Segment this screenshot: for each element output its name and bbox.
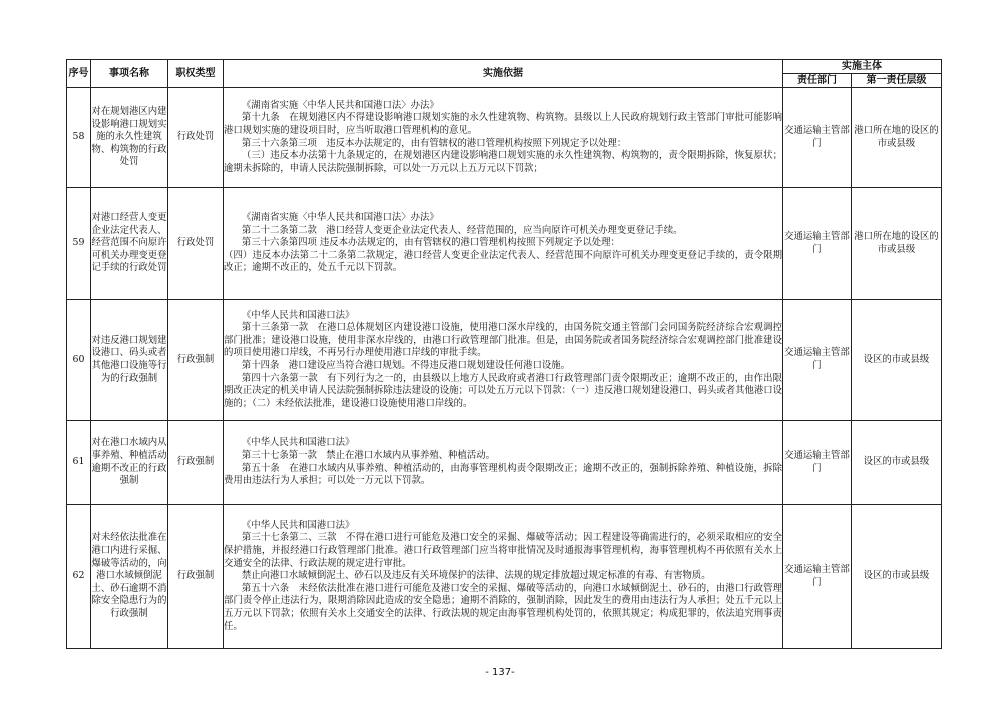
basis-paragraph: 第三十七条第一款 禁止在港口水域内从事养殖、种植活动。: [241, 449, 495, 461]
item-name: 对在港口水域内从事养殖、种植活动逾期不改正的行政强制: [91, 421, 168, 505]
responsibility-level: 港口所在地的设区的市或县级: [852, 188, 942, 300]
basis-paragraph: 第十三条第一款 在港口总体规划区内建设港口设施，使用港口深水岸线的，由国务院交通主管部门会同国务院经济综合宏观调控部门批准；建设港口设施，使用非深水岸线的，由港口行政管理部门批准。但是，由国务院或者国务院经济综合宏观调控部门批准建设的项目使用港口岸线，不再另行办理使用港口岸线的审批手续。: [224, 322, 782, 359]
responsibility-level: 设区的市或县级: [852, 505, 942, 649]
basis-paragraph: 《中华人民共和国港口法》: [241, 437, 355, 449]
item-name: 对未经依法批准在港口内进行采掘、爆破等活动的，向港口水域倾倒泥土、砂石逾期不消除安全隐患行为的行政强制: [91, 505, 168, 649]
responsible-department: 交通运输主管部门: [783, 88, 852, 188]
responsibility-level: 设区的市或县级: [852, 421, 942, 505]
power-type: 行政强制: [168, 421, 224, 505]
responsible-department: 交通运输主管部门: [783, 300, 852, 421]
table-row: [67, 88, 942, 188]
header-item-name: 事项名称: [91, 60, 168, 88]
power-type: 行政强制: [168, 505, 224, 649]
row-number: 61: [67, 421, 91, 505]
basis-paragraph: 《湖南省实施〈中华人民共和国港口法〉办法》: [241, 99, 439, 111]
row-number: 59: [67, 188, 91, 300]
basis-text: [224, 88, 783, 188]
header-subject: 实施主体: [783, 60, 942, 74]
power-type: 行政处罚: [168, 188, 224, 300]
basis-text: [224, 188, 783, 300]
table-row: [67, 505, 942, 649]
basis-paragraph: 第三十六条第四项 违反本办法规定的，由有管辖权的港口管理机构按照下列规定予以处理：: [241, 237, 620, 249]
responsibility-level: 设区的市或县级: [852, 300, 942, 421]
row-number: 60: [67, 300, 91, 421]
header-level: 第一责任层级: [852, 74, 942, 88]
basis-paragraph: 第五十六条 未经依法批准在港口进行可能危及港口安全的采掘、爆破等活动的，向港口水域倾倒泥土、砂石的，由港口行政管理部门责令停止违法行为，限期消除因此造成的安全隐患；逾期不消除的，强制消除，因此发生的费用由违法行为人承担；处五千元以上五万元以下罚款；依照有关水上交通安全的法律、行政法规的规定由海事管理机构处罚的，依照其规定；构成犯罪的，依法追究刑事责任。: [224, 582, 782, 632]
table-row: [67, 188, 942, 300]
basis-paragraph: 禁止向港口水域倾倒泥土、砂石以及违反有关环境保护的法律、法规的规定排放超过规定标准的有毒、有害物质。: [241, 570, 711, 582]
responsibility-level: 港口所在地的设区的市或县级: [852, 88, 942, 188]
header-basis: 实施依据: [224, 60, 783, 88]
basis-paragraph: （四）违反本办法第二十二条第二款规定，港口经营人变更企业法定代表人、经营范围不向原许可机关办理变更登记手续的，责令限期改正；逾期不改正的，处五千元以下罚款。: [224, 249, 782, 274]
responsible-department: 交通运输主管部门: [783, 505, 852, 649]
header-department: 责任部门: [783, 74, 852, 88]
row-number: 62: [67, 505, 91, 649]
header-power-type: 职权类型: [168, 60, 224, 88]
table-row: [67, 300, 942, 421]
responsible-department: 交通运输主管部门: [783, 188, 852, 300]
power-type: 行政强制: [168, 300, 224, 421]
basis-paragraph: 《湖南省实施〈中华人民共和国港口法〉办法》: [241, 212, 439, 224]
basis-paragraph: 《中华人民共和国港口法》: [241, 519, 355, 531]
basis-paragraph: 第四十六条第一款 有下列行为之一的，由县级以上地方人民政府或者港口行政管理部门责令限期改正；逾期不改正的，由作出限期改正决定的机关申请人民法院强制拆除违法建设的设施；可以处五万元以下罚款：（一）违反港口规划建设港口、码头或者其他港口设施的；（二）未经依法批准，建设港口设施使用港口岸线的。: [224, 372, 782, 409]
basis-paragraph: 第五十条 在港口水域内从事养殖、种植活动的，由海事管理机构责令限期改正；逾期不改正的，强制拆除养殖、种植设施，拆除费用由违法行为人承担；可以处一万元以下罚款。: [224, 462, 782, 487]
table-row: [67, 421, 942, 505]
basis-text: [224, 505, 783, 649]
basis-paragraph: 《中华人民共和国港口法》: [241, 309, 355, 321]
power-type: 行政处罚: [168, 88, 224, 188]
basis-text: [224, 300, 783, 421]
item-name: 对在规划港区内建设影响港口规划实施的永久性建筑物、构筑物的行政处罚: [91, 88, 168, 188]
regulation-table: [66, 59, 942, 649]
basis-paragraph: 第三十七条第二、三款 不得在港口进行可能危及港口安全的采掘、爆破等活动；因工程建设等确需进行的，必须采取相应的安全保护措施，并报经港口行政管理部门批准。港口行政管理部门应当将审批情况及时通报海事管理机构，海事管理机构不再依照有关水上交通安全的法律、行政法规的规定进行审批。: [224, 532, 782, 569]
basis-text: [224, 421, 783, 505]
basis-paragraph: 第三十六条第三项 违反本办法规定的，由有管辖权的港口管理机构按照下列规定予以处理：: [241, 137, 627, 149]
basis-paragraph: （三）违反本办法第十九条规定的，在规划港区内建设影响港口规划实施的永久性建筑物、构筑物的，责令限期拆除，恢复原状；逾期未拆除的，申请人民法院强制拆除，可以处一万元以上五万元以下罚款；: [224, 150, 782, 174]
basis-paragraph: 第十九条 在规划港区内不得建设影响港口规划实施的永久性建筑物、构筑物。县级以上人民政府规划行政主管部门审批可能影响港口规划实施的建设项目时，应当听取港口管理机构的意见。: [224, 112, 782, 136]
basis-paragraph: 第十四条 港口建设应当符合港口规划。不得违反港口规划建设任何港口设施。: [241, 360, 570, 371]
item-name: 对港口经营人变更企业法定代表人、经营范围不向原许可机关办理变更登记手续的行政处罚: [91, 188, 168, 300]
item-name: 对违反港口规划建设港口、码头或者其他港口设施等行为的行政强制: [91, 300, 168, 421]
basis-paragraph: 第二十二条第二款 港口经营人变更企业法定代表人、经营范围的，应当向原许可机关办理变更登记手续。: [241, 224, 683, 236]
page-number: - 137-: [485, 667, 515, 678]
responsible-department: 交通运输主管部门: [783, 421, 852, 505]
header-number: 序号: [67, 60, 91, 88]
row-number: 58: [67, 88, 91, 188]
